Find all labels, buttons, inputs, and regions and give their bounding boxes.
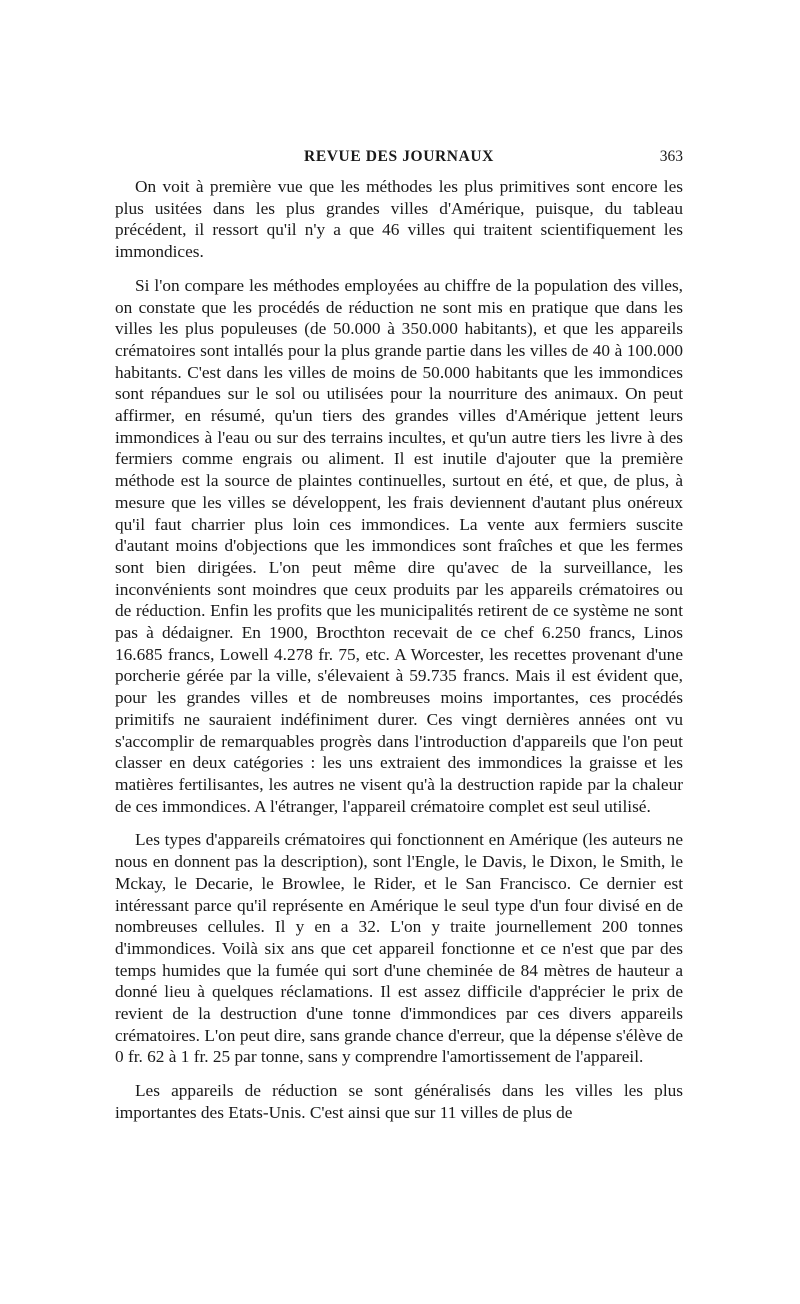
paragraph-1: On voit à première vue que les méthodes les plus primitives sont encore les plus usitées dans les plus grandes villes d'Amérique, puisque, du tableau précédent, il ressort qu'il n'y a que 46 villes qui traitent scientifiquement les immondices. <box>115 177 683 262</box>
article-body <box>115 176 683 1136</box>
page-header <box>115 148 683 172</box>
paragraph-3: Les types d'appareils crématoires qui fonctionnent en Amérique (les auteurs ne nous en donnent pas la description), sont l'Engle, le Davis, le Dixon, le Smith, le Mckay, le Decarie, le Browlee, le Rider, et le San Francisco. Ce dernier est intéressant parce qu'il représente en Amérique le seul type d'un four divisé en de nombreuses cellules. Il y en a 32. L'on y traite journellement 200 tonnes d'immondices. Voilà six ans que cet appareil fonctionne et ce n'est que par des temps humides que la fumée qui sort d'une cheminée de 84 mètres de hauteur a donné lieu à quelques réclamations. Il est assez difficile d'apprécier le prix de revient de la destruction d'une tonne d'immondices par ces divers appareils crématoires. L'on peut dire, sans grande chance d'erreur, que la dépense s'élève de 0 fr. 62 à 1 fr. 25 par tonne, sans y comprendre l'amortissement de l'appareil. <box>115 830 683 1067</box>
paragraph-2: Si l'on compare les méthodes employées au chiffre de la population des villes, on constate que les procédés de réduction ne sont mis en pratique que dans les villes les plus populeuses (de 50.000 à 350.000 habitants), et que les appareils crématoires sont intallés pour la plus grande partie dans les villes de 40 à 100.000 habitants. C'est dans les villes de moins de 50.000 habitants que les immondices sont répandues sur le sol ou utilisées pour la nourriture des animaux. On peut affirmer, en résumé, qu'un tiers des grandes villes d'Amérique jettent leurs immondices à l'eau ou sur des terrains incultes, et qu'un autre tiers les livre à des fermiers comme engrais ou aliment. Il est inutile d'ajouter que la première méthode est la source de plaintes continuelles, surtout en été, et que, de plus, à mesure que les villes se développent, les frais deviennent d'autant plus onéreux qu'il faut charrier plus loin ces immondices. La vente aux fermiers suscite d'autant moins d'objections que les immondices sont fraîches et que les fermes sont bien dirigées. L'on peut même dire qu'avec de la surveillance, les inconvénients sont moindres que ceux produits par les appareils crématoires ou de réduction. Enfin les profits que les municipalités retirent de ce système ne sont pas à dédaigner. En 1900, Brocthton recevait de ce chef 6.250 francs, Linos 16.685 francs, Lowell 4.278 fr. 75, etc. A Worcester, les recettes provenant d'une porcherie gérée par la ville, s'élevaient à 59.735 francs. Mais il est évident que, pour les grandes villes et de nombreuses moins importantes, ces procédés primitifs ne sauraient indéfiniment durer. Ces vingt dernières années ont vu s'accomplir de remarquables progrès dans l'introduction d'appareils que l'on peut classer en deux catégories : les uns extraient des immondices la graisse et les matières fertilisantes, les autres ne visent qu'à la destruction rapide par la chaleur de ces immondices. A l'étranger, l'appareil crématoire complet est seul utilisé. <box>115 275 683 816</box>
page-number: 363 <box>659 148 683 165</box>
running-title: REVUE DES JOURNAUX <box>304 148 494 165</box>
paragraph-4: Les appareils de réduction se sont généralisés dans les villes les plus importantes des Etats-Unis. C'est ainsi que sur 11 villes de plus de <box>115 1081 683 1122</box>
